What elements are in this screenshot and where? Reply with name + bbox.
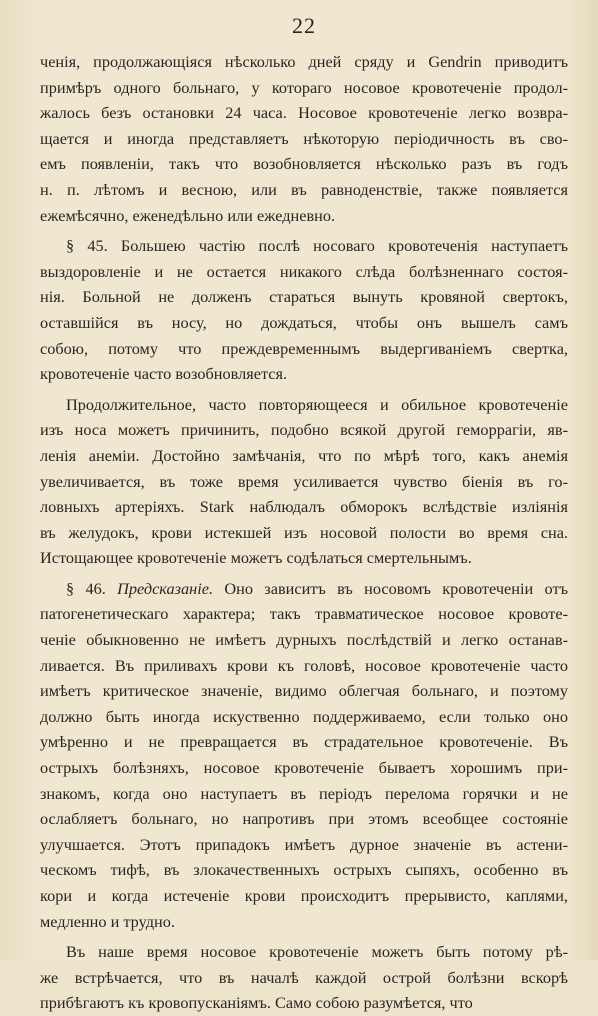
text-line: выздоровленіе и не остается никакого слѣда болѣзненнаго состоя- xyxy=(40,261,568,281)
text-line: примѣръ одного больнаго, у котораго носовое кровотеченіе продол- xyxy=(40,77,568,97)
text-line: н. п. лѣтомъ и весною, или въ равноденствіе, также появляется xyxy=(40,179,568,199)
text-line: кровотеченіе часто возобновляется. xyxy=(40,364,288,384)
page-number: 22 xyxy=(292,13,316,38)
paragraph xyxy=(40,392,568,571)
text-line: нія. Больной не долженъ стараться вынуть кровяной свертокъ, xyxy=(40,287,568,307)
text-line: увеличивается, въ тоже время усиливается чувство біенія въ го- xyxy=(40,471,568,491)
text-line: ослабляетъ больнаго, но напротивъ при этомъ всеобщее состояніе xyxy=(40,809,568,829)
text-line: прибѣгаютъ къ кровопусканіямъ. Само собою разумѣется, что xyxy=(40,993,473,1013)
text-line xyxy=(40,576,568,602)
text-line: жалось безъ остановки 24 часа. Носовое кровотеченіе легко возвра- xyxy=(40,103,568,123)
text-line: Продолжительное, часто повторяющееся и обильное кровотеченіе xyxy=(66,394,568,414)
text-line: умѣренно и не превращается въ страдательное кровотеченіе. Въ xyxy=(40,732,568,752)
line-text: Оно зависитъ въ носовомъ кровотеченіи отъ xyxy=(213,578,568,598)
text-line: Истощающее кровотеченіе можетъ содѣлаться смертельнымъ. xyxy=(40,548,472,568)
text-line: ливается. Въ приливахъ крови къ головѣ, носовое кровотеченіе часто xyxy=(40,655,568,675)
text-line: ловныхъ артеріяхъ. Stark наблюдалъ обморокъ вслѣдствіе изліянія xyxy=(40,497,568,517)
text-line: острыхъ болѣзняхъ, носовое кровотеченіе бываетъ хорошимъ при- xyxy=(40,758,568,778)
text-line: кори и когда истеченіе крови происходитъ прерывисто, каплями, xyxy=(40,886,568,905)
text-line: щается и иногда представляетъ нѣкоторую періодичность въ сво- xyxy=(40,128,568,148)
section-number: § 46. xyxy=(66,578,118,598)
paragraph xyxy=(40,233,568,387)
text-line: ческомъ тифѣ, въ злокачественныхъ острыхъ сыпяхъ, особенно въ xyxy=(40,860,568,880)
text-line: въ желудокъ, крови истекшей изъ носовой полости во время сна. xyxy=(40,522,568,542)
text-line: медленно и трудно. xyxy=(40,911,175,931)
text-line: должно быть иногда искуственно поддерживаемо, если только оно xyxy=(40,706,568,726)
text-line: ленія анеміи. Достойно замѣчанія, что по мѣрѣ того, какъ анемія xyxy=(40,445,568,465)
text-line: знакомъ, когда оно наступаетъ въ періодъ перелома горячки и не xyxy=(40,783,568,803)
text-line: ежемѣсячно, еженедѣльно или ежедневно. xyxy=(40,205,336,225)
text-line: улучшается. Этотъ припадокъ имѣетъ дурное значеніе въ астени- xyxy=(40,834,568,854)
text-line: же встрѣчается, что въ началѣ каждой острой болѣзни вскорѣ xyxy=(40,967,568,987)
text-line: имѣетъ критическое значеніе, видимо облегчая больнаго, и поэтому xyxy=(40,681,568,701)
paragraph xyxy=(40,49,568,228)
text-line: патогенетическаго характера; такъ травматическое носовое кровоте- xyxy=(40,604,568,624)
text-line: Въ наше время носовое кровотеченіе можетъ быть потому рѣ- xyxy=(66,942,568,962)
text-line: ченіе обыкновенно не имѣетъ дурныхъ послѣдствій и легко останав- xyxy=(40,630,568,650)
text-line: собою, потому что преждевременнымъ выдергиваніемъ свертка, xyxy=(40,338,568,358)
text-line: ченія, продолжающіяся нѣсколько дней сряду и Gendrin приводитъ xyxy=(40,52,568,71)
section-heading: Предсказаніе. xyxy=(117,578,214,598)
paragraph xyxy=(40,576,568,934)
text-body xyxy=(40,49,568,1016)
text-line: § 45. Большею частію послѣ носоваго кровотеченія наступаетъ xyxy=(66,236,568,256)
text-line: оставшійся въ носу, но дождаться, чтобы онъ вышелъ самъ xyxy=(40,312,568,332)
paragraph xyxy=(40,939,568,1016)
text-line: емъ появленіи, такъ что возобновляется нѣсколько разъ въ годъ xyxy=(40,154,568,174)
text-line: изъ носа можетъ причинить, подобно всякой другой геморрагіи, яв- xyxy=(40,420,568,440)
